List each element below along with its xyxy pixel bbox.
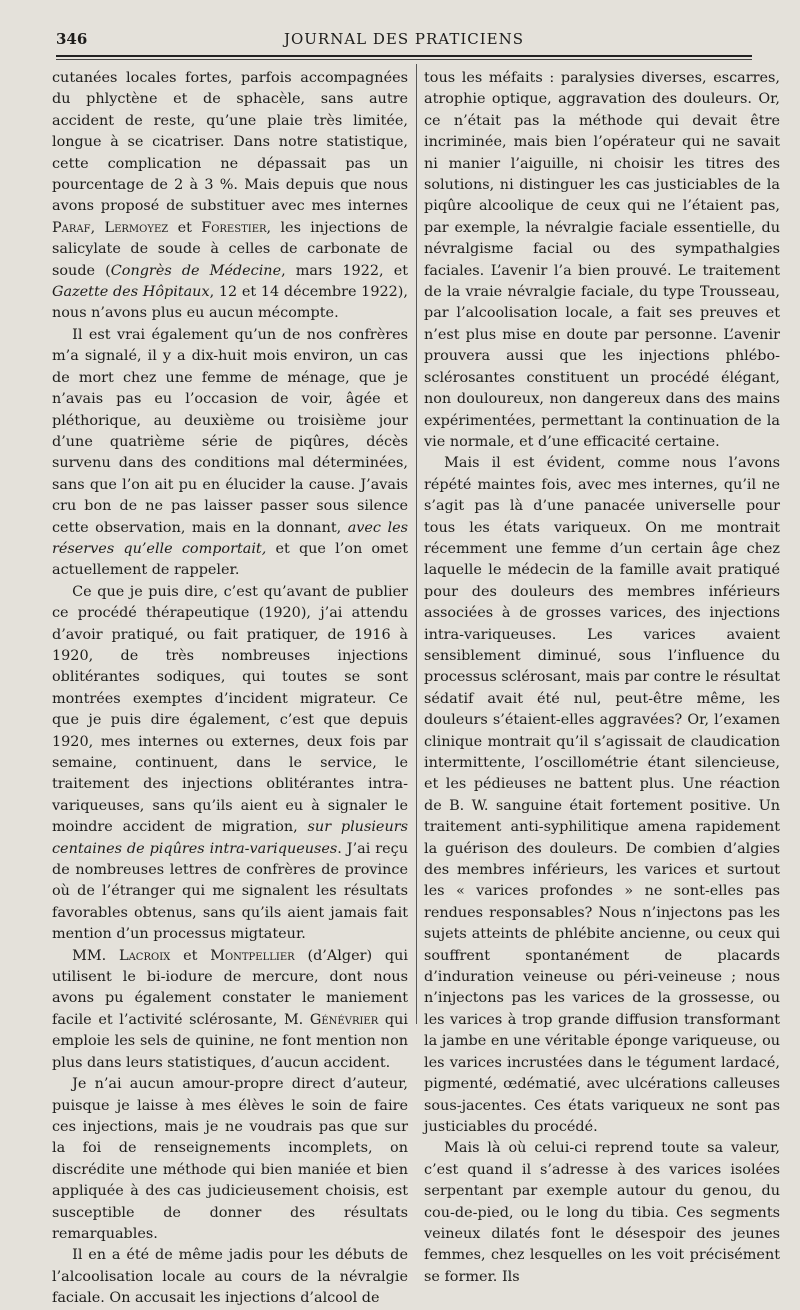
text-run: Mais il est évident, comme nous l’avons répété maintes fois, avec mes internes, qu’il ne s’agit pas là d’une panacée universelle pour tous les états variqueux. On me montrait récemment une femme d’un certain âge chez laquelle le médecin de la famille avait pratiqué pour des douleurs des membres inférieurs associées à de grosses varices, des injections intra-variqueuses. Les varices avaient sensiblement diminué, sous l’influence du processus sclérosant, mais par contre le résultat sédatif avait été nul, peut-être même, les douleurs s’étaient-elles aggravées? Or, l’examen clinique montrait qu’il s’agissait de claudication intermittente, l’oscillométrie étant silencieuse, et les pédieuses ne battent plus. Une réaction de B. W. sanguine était fortement positive. Un traitement anti-syphilitique amena rapidement la guérison des douleurs. De combien d’algies des membres inférieurs, les varices et surtout les « varices profondes » ne sont-elles pas rendues responsables? Nous n’injectons pas les sujets atteints de phlébite ancienne, ou ceux qui souffrent spontanément de placards d’induration veineuse ou péri-veineuse ; nous n’injectons pas les varices de la grossesse, ou les varices à trop grande diffusion transformant la jambe en une véritable éponge variqueuse, ou les varices incrustées dans le tégument lardacé, pigmenté, œdématié, avec ulcérations calleuses sous-jacentes. Ces états variqueux ne sont pas justiciables du procédé. <box>424 455 780 1135</box>
author-name: Génévrier <box>309 1011 379 1028</box>
text-run: , <box>90 219 105 236</box>
emphasis-text: avec les réserves qu’elle comportait, <box>52 519 408 557</box>
text-run: qui emploie les sels de quinine, ne font mention non plus dans leurs statistiques, d’aucun accident. <box>52 1011 408 1071</box>
text-run: Ce que je puis dire, c’est qu’avant de publier ce procédé thérapeutique (1920), j’ai attendu d’avoir pratiqué, ou fait pratiquer, de 1916 à 1920, de très nombreuses injections oblitérantes sodiques, qui toutes se sont montrées exemptes d’incident migrateur. Ce que je puis dire également, c’est que depuis 1920, mes internes ou externes, deux fois par semaine, continuent, dans le service, le traitement des injections oblitérantes intra-variqueuses, sans qu’ils aient eu à signaler le moindre accident de migration, <box>52 583 408 836</box>
running-title: JOURNAL DES PRATICIENS <box>283 30 525 48</box>
header-rule-thin <box>56 59 752 60</box>
paragraph <box>52 68 408 325</box>
left-column <box>52 68 408 1307</box>
page-number: 346 <box>56 30 88 48</box>
paragraph <box>424 1138 780 1288</box>
paragraph <box>52 946 408 1074</box>
text-run: et que l’on omet actuellement de rappeler. <box>52 540 408 579</box>
text-run: Il est vrai également qu’un de nos confrères m’a signalé, il y a dix-huit mois environ, un cas de mort chez une femme de ménage, que je n’avais pas eu l’occasion de voir, âgée et pléthorique, au deuxième ou troisième jour d’une quatrième série de piqûres, décès survenu dans des conditions mal déterminées, sans que l’on ait pu en élucider la cause. J’avais cru bon de ne pas laisser passer sous silence cette observation, mais en la donnant, <box>52 326 408 536</box>
paragraph <box>52 582 408 946</box>
author-name: Lacroix <box>119 947 171 964</box>
text-run: cutanées locales fortes, parfois accompagnées du phlyctène et de sphacèle, sans autre accident de reste, qu’une plaie très limitée, longue à se cicatriser. Dans notre statistique, cette complication ne dépassait pas un pourcentage de 2 à 3 %. Mais depuis que nous avons proposé de substituer avec mes internes <box>52 70 408 215</box>
header-rule <box>56 55 752 57</box>
text-run: et <box>170 947 211 964</box>
column-divider <box>416 64 417 1024</box>
text-run: , les injections de salicylate de soude à celles de carbonate de soude ( <box>52 219 408 279</box>
paragraph <box>52 1074 408 1245</box>
text-run: tous les méfaits : paralysies diverses, escarres, atrophie optique, aggravation des douleurs. Or, ce n’était pas la méthode qui devait être incriminée, mais bien l’opérateur qui ne savait ni manier l’aiguille, ni choisir les titres des solutions, ni distinguer les cas justiciables de la piqûre alcoolique de ceux qui ne l’étaient pas, par exemple, la névralgie faciale essentielle, du névralgisme facial ou des sympathalgies faciales. L’avenir l’a bien prouvé. Le traitement de la vraie névralgie faciale, du type Trousseau, par l’alcoolisation locale, a fait ses preuves et n’est plus mise en doute par personne. L’avenir prouvera aussi que les injections phlébo-sclérosantes constituent un procédé élégant, non douloureux, non dangereux dans des mains expérimentées, permettant la continuation de la vie normale, et d’une efficacité certaine. <box>424 70 780 450</box>
paragraph <box>424 68 780 453</box>
paragraph <box>52 325 408 582</box>
paragraph <box>424 453 780 1138</box>
emphasis-text: Congrès de Médecine <box>110 262 282 279</box>
emphasis-text: Gazette des Hôpitaux <box>52 284 210 301</box>
author-name: Forestier <box>201 219 267 236</box>
paragraph <box>52 1245 408 1309</box>
text-run: MM. <box>72 947 120 964</box>
text-run: , mars 1922, et <box>281 262 408 279</box>
text-run: Je n’ai aucun amour-propre direct d’auteur, puisque je laisse à mes élèves le soin de faire ces injections, mais je ne voudrais pas que sur la foi de renseignements incomplets, on discrédite une méthode qui bien maniée et bien appliquée à des cas judicieusement choisis, est susceptible de donner des résultats remarquables. <box>52 1076 408 1242</box>
text-run: (d’Alger) qui utilisent le bi-iodure de mercure, dont nous avons pu également constater le maniement facile et l’activité sclérosante, M. <box>52 947 408 1028</box>
right-column <box>424 68 780 1285</box>
emphasis-text: sur plusieurs centaines de piqûres intra-variqueuses <box>52 819 408 857</box>
page-header <box>56 30 752 52</box>
text-run: et <box>168 219 202 236</box>
text-run: , 12 et 14 décembre 1922), nous n’avons plus eu aucun mécompte. <box>52 284 408 322</box>
text-run: Mais là où celui-ci reprend toute sa valeur, c’est quand il s’adresse à des varices isolées serpentant par exemple autour du genou, du cou-de-pied, ou le long du tibia. Ces segments veineux dilatés font le désespoir des jeunes femmes, chez lesquelles on les voit précisément se former. Ils <box>424 1140 780 1285</box>
author-name: Lermoyez <box>104 219 169 236</box>
text-run: . J’ai reçu de nombreuses lettres de confrères de province où de l’étranger qui me signalent les résultats favorables obtenus, sans qu’ils aient jamais fait mention d’un processus migtateur. <box>52 840 408 943</box>
author-name: Paraf <box>52 219 91 236</box>
text-run: Il en a été de même jadis pour les débuts de l’alcoolisation locale au cours de la névralgie faciale. On accusait les injections d’alcool de <box>52 1247 408 1307</box>
author-name: Montpellier <box>210 947 295 964</box>
